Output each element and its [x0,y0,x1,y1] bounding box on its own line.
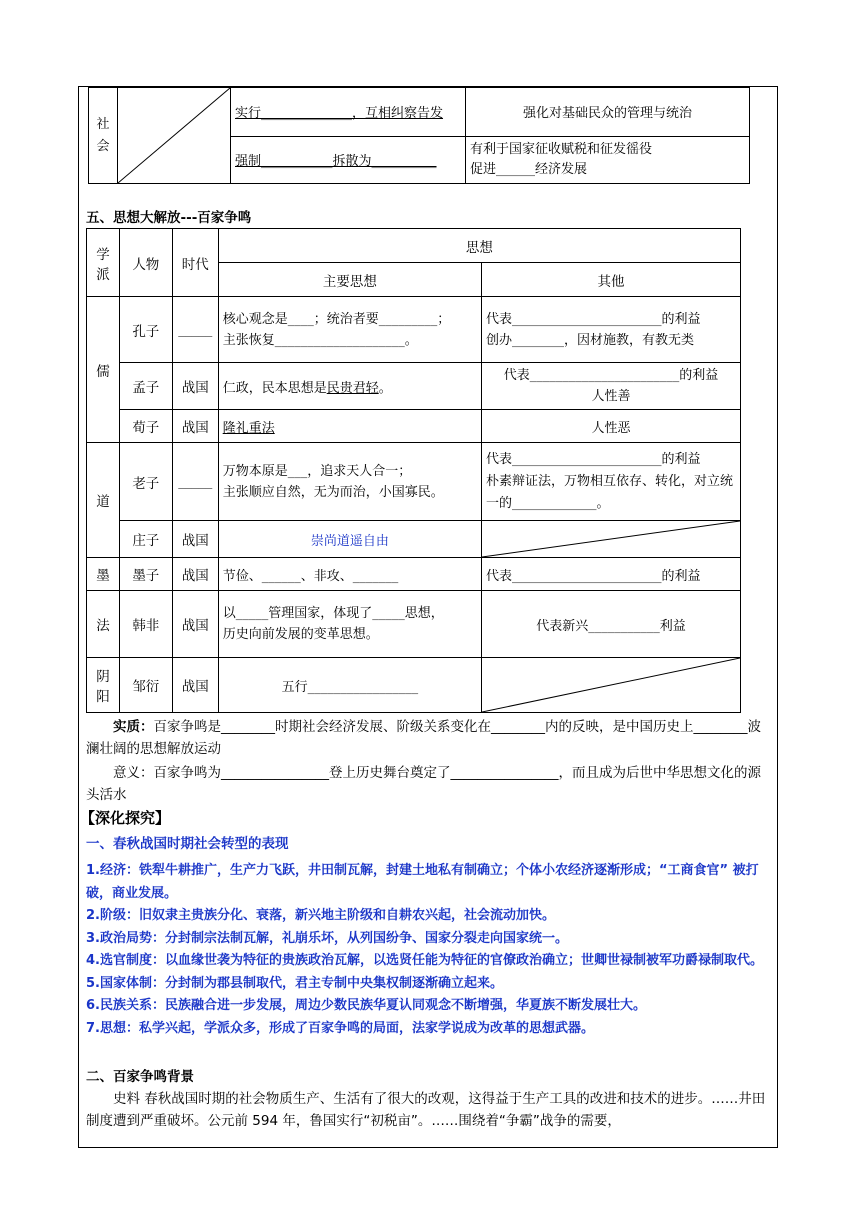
era-cell: 战国 [172,591,218,658]
table-row [87,591,741,658]
essence-text: 百家争鸣是________时期社会经济发展、阶级关系变化在________内的反映，是中国历史上________波澜壮阔的思想解放运动 [86,719,761,757]
person-cell: 孟子 [119,363,172,410]
society-label: 社 会 [89,88,118,184]
table-row [87,658,741,713]
diagonal-cell [482,521,741,558]
deep-title: 【深化探究】 [80,809,171,827]
list-item: 7.思想：私学兴起，学派众多，形成了百家争鸣的局面，法家学说成为改革的思想武器。 [86,1020,594,1036]
society-row1-left: 实行______________，互相纠察告发 [231,88,466,137]
essence-label: 实质： [113,719,154,735]
other-cell: 人性恶 [482,410,741,443]
society-row2-left: 强制___________拆散为__________ [231,136,466,184]
deep-subtitle-2: 二、百家争鸣背景 [86,1069,194,1085]
person-cell: 老子 [119,443,172,521]
school-yinyang: 阴阳 [87,658,120,713]
era-cell: _____ [172,297,218,363]
header-other: 其他 [482,263,741,297]
era-cell: _____ [172,443,218,521]
main-pre: 仁政，民本思想是 [222,380,327,396]
school-legalist: 法 [87,591,120,658]
person-cell: 荀子 [119,410,172,443]
header-person: 人物 [119,229,172,297]
source-paragraph: 史料 春秋战国时期的社会物质生产、生活有了很大的改观，这得益于生产工具的改进和技术的进步。……井田制度遭到严重破坏。公元前 594 年，鲁国实行“初税亩”。……围绕着“争霸”战争的需要， [86,1091,766,1129]
list-item: 3.政治局势：分封制宗法制瓦解，礼崩乐坏，从列国纷争、国家分裂走向国家统一。 [86,930,568,946]
other-cell: 代表_______________________的利益 创办________，因材施教，有教无类 [482,297,741,363]
table-row [87,410,741,443]
main-thought-cell [218,363,481,410]
era-cell: 战国 [172,558,218,591]
main-thought-cell: 以_____管理国家，体现了_____思想， 历史向前发展的变革思想。 [218,591,481,658]
society-row1-right: 强化对基础民众的管理与统治 [466,88,750,137]
list-item: 5.国家体制：分封制为郡县制取代，君主专制中央集权制逐渐确立起来。 [86,975,503,991]
era-cell: 战国 [172,658,218,713]
section5-title: 五、思想大解放---百家争鸣 [86,210,252,226]
other-cell: 代表_______________________的利益 [482,558,741,591]
table-row [87,297,741,363]
table-row [87,443,741,521]
main-post: 。 [378,380,392,396]
list-item: 6.民族关系：民族融合进一步发展，周边少数民族华夏认同观念不断增强，华夏族不断发展壮大。 [86,998,646,1013]
header-main: 主要思想 [218,263,481,297]
schools-table [86,228,741,713]
era-cell: 战国 [172,363,218,410]
main-thought-cell: 五行_________________ [218,658,481,713]
essence-paragraph [86,716,774,760]
society-row2-right: 有利于国家征收赋税和征发徭役 促进______经济发展 [466,136,750,184]
other-cell: 代表_______________________的利益 朴素辩证法，万物相互依存、转化，对立统一的_____________。 [482,443,741,521]
school-confucian: 儒 [87,297,120,443]
person-cell: 孔子 [119,297,172,363]
era-cell: 战国 [172,410,218,443]
meaning-label: 意义： [113,765,154,781]
diagonal-line [482,658,740,712]
list-item: 1.经济：铁犁牛耕推广，生产力飞跃，井田制瓦解，封建土地私有制确立；个体小农经济逐渐形成；“工商食官” 被打破，商业发展。 [86,863,759,901]
table-row [87,558,741,591]
deep-subtitle-1: 一、春秋战国时期社会转型的表现 [86,836,289,852]
meaning-text: 百家争鸣为________________登上历史舞台奠定了________________，而且成为后世中华思想文化的源头活水 [86,765,761,803]
diagonal-cell [118,88,231,184]
diagonal-cell [482,658,741,713]
header-era: 时代 [172,229,218,297]
person-cell: 庄子 [119,521,172,558]
meaning-paragraph [86,762,774,806]
diagonal-line [482,521,740,557]
person-cell: 韩非 [119,591,172,658]
main-thought-cell: 万物本原是___，追求天人合一； 主张顺应自然，无为而治，小国寡民。 [218,443,481,521]
person-cell: 邹衍 [119,658,172,713]
table-row [87,363,741,410]
main-thought-cell: 隆礼重法 [218,410,481,443]
diagonal-line [118,88,230,183]
header-thought: 思想 [218,229,740,263]
main-underlined: 民贵君轻 [326,380,379,396]
main-thought-cell: 崇尚道遥自由 [218,521,481,558]
transformation-list [86,860,774,1040]
main-thought-cell: 核心观念是____；统治者要_________； 主张恢复____________________。 [218,297,481,363]
main-thought-cell: 节俭、______、非攻、_______ [218,558,481,591]
school-mohist: 墨 [87,558,120,591]
person-cell: 墨子 [119,558,172,591]
list-item: 2.阶级：旧奴隶主贵族分化、衰落，新兴地主阶级和自耕农兴起，社会流动加快。 [86,908,555,923]
table-row [87,521,741,558]
other-cell: 代表新兴___________利益 [482,591,741,658]
school-daoist: 道 [87,443,120,558]
header-school: 学派 [87,229,120,297]
society-table [88,87,750,184]
list-item: 4.选官制度：以血缘世袭为特征的贵族政治瓦解，以选贤任能为特征的官僚政治确立；世卿世禄制被军功爵禄制取代。 [86,953,763,968]
era-cell: 战国 [172,521,218,558]
other-cell: 代表_______________________的利益 人性善 [482,363,741,410]
